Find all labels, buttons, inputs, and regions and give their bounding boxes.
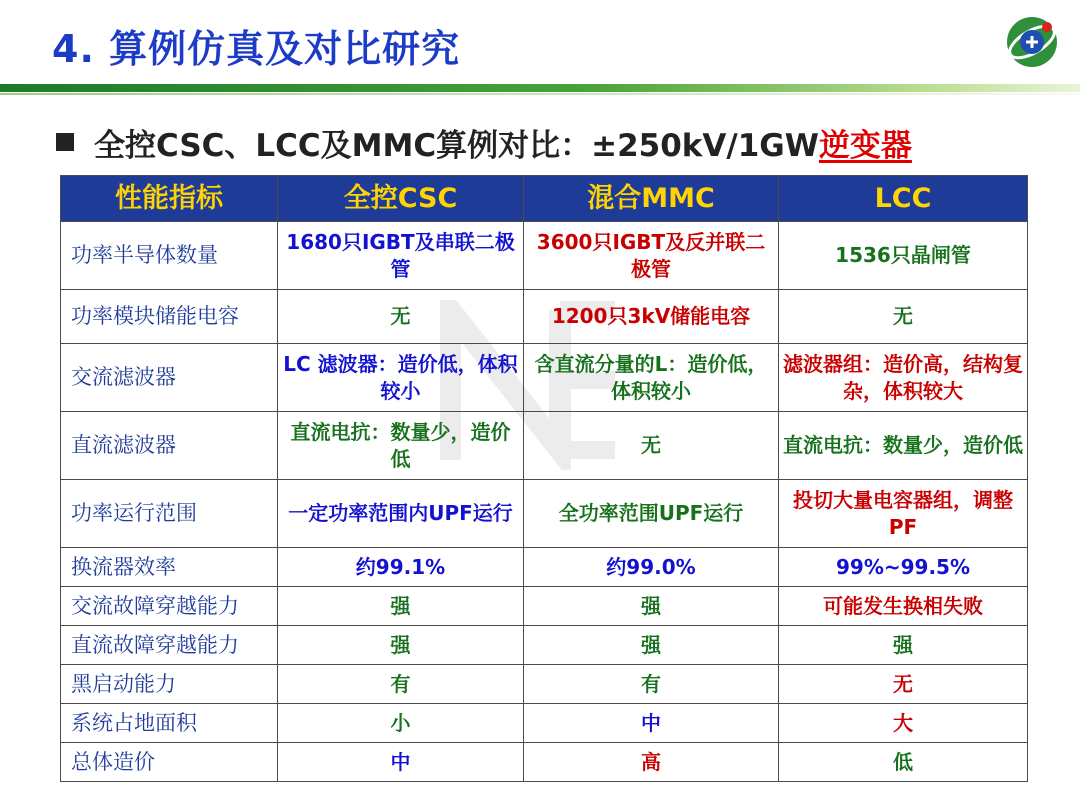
header-metric: 性能指标 bbox=[61, 176, 278, 222]
row-label: 黑启动能力 bbox=[61, 665, 278, 704]
table-row bbox=[61, 290, 1028, 344]
cell-lcc: 无 bbox=[779, 290, 1028, 344]
cell-lcc: 直流电抗：数量少，造价低 bbox=[779, 412, 1028, 480]
title-divider-thin bbox=[0, 93, 1080, 95]
cell-csc: LC 滤波器：造价低，体积较小 bbox=[278, 344, 524, 412]
cell-mmc: 高 bbox=[524, 743, 779, 782]
cell-lcc: 滤波器组：造价高，结构复杂，体积较大 bbox=[779, 344, 1028, 412]
cell-mmc: 1200只3kV储能电容 bbox=[524, 290, 779, 344]
subtitle-main: 全控CSC、LCC及MMC算例对比：±250kV/1GW bbox=[94, 127, 819, 164]
row-label: 交流故障穿越能力 bbox=[61, 587, 278, 626]
row-label: 换流器效率 bbox=[61, 548, 278, 587]
cell-mmc: 无 bbox=[524, 412, 779, 480]
cell-lcc: 1536只晶闸管 bbox=[779, 222, 1028, 290]
bullet-square-icon bbox=[56, 133, 74, 151]
table-row bbox=[61, 743, 1028, 782]
cell-mmc: 约99.0% bbox=[524, 548, 779, 587]
cell-mmc: 含直流分量的L：造价低，体积较小 bbox=[524, 344, 779, 412]
cell-lcc: 投切大量电容器组，调整PF bbox=[779, 480, 1028, 548]
cell-csc: 直流电抗：数量少，造价低 bbox=[278, 412, 524, 480]
cell-csc: 强 bbox=[278, 626, 524, 665]
table-row bbox=[61, 587, 1028, 626]
cell-csc: 一定功率范围内UPF运行 bbox=[278, 480, 524, 548]
cell-lcc: 无 bbox=[779, 665, 1028, 704]
title-divider bbox=[0, 84, 1080, 92]
table-row bbox=[61, 480, 1028, 548]
header-mmc: 混合MMC bbox=[524, 176, 779, 222]
cell-csc: 有 bbox=[278, 665, 524, 704]
header-lcc: LCC bbox=[779, 176, 1028, 222]
cell-mmc: 强 bbox=[524, 626, 779, 665]
cell-csc: 无 bbox=[278, 290, 524, 344]
comparison-table bbox=[60, 175, 1028, 782]
row-label: 功率半导体数量 bbox=[61, 222, 278, 290]
table-row bbox=[61, 344, 1028, 412]
table-row bbox=[61, 665, 1028, 704]
cell-lcc: 低 bbox=[779, 743, 1028, 782]
header-csc: 全控CSC bbox=[278, 176, 524, 222]
row-label: 直流滤波器 bbox=[61, 412, 278, 480]
cell-csc: 中 bbox=[278, 743, 524, 782]
cell-lcc: 大 bbox=[779, 704, 1028, 743]
table-row bbox=[61, 626, 1028, 665]
cell-mmc: 有 bbox=[524, 665, 779, 704]
row-label: 交流滤波器 bbox=[61, 344, 278, 412]
table-row bbox=[61, 412, 1028, 480]
cell-lcc: 强 bbox=[779, 626, 1028, 665]
table-header-row bbox=[61, 176, 1028, 222]
row-label: 功率模块储能电容 bbox=[61, 290, 278, 344]
cell-mmc: 强 bbox=[524, 587, 779, 626]
table-row bbox=[61, 548, 1028, 587]
cell-lcc: 可能发生换相失败 bbox=[779, 587, 1028, 626]
logo-icon bbox=[1004, 14, 1060, 70]
cell-csc: 小 bbox=[278, 704, 524, 743]
subtitle bbox=[56, 120, 912, 164]
row-label: 直流故障穿越能力 bbox=[61, 626, 278, 665]
table-row bbox=[61, 704, 1028, 743]
cell-mmc: 全功率范围UPF运行 bbox=[524, 480, 779, 548]
cell-mmc: 3600只IGBT及反并联二极管 bbox=[524, 222, 779, 290]
row-label: 系统占地面积 bbox=[61, 704, 278, 743]
subtitle-emphasis: 逆变器 bbox=[818, 127, 912, 164]
cell-csc: 约99.1% bbox=[278, 548, 524, 587]
cell-csc: 强 bbox=[278, 587, 524, 626]
row-label: 功率运行范围 bbox=[61, 480, 278, 548]
cell-lcc: 99%~99.5% bbox=[779, 548, 1028, 587]
row-label: 总体造价 bbox=[61, 743, 278, 782]
cell-mmc: 中 bbox=[524, 704, 779, 743]
table-row bbox=[61, 222, 1028, 290]
cell-csc: 1680只IGBT及串联二极管 bbox=[278, 222, 524, 290]
slide-title: 4. 算例仿真及对比研究 bbox=[52, 27, 461, 71]
